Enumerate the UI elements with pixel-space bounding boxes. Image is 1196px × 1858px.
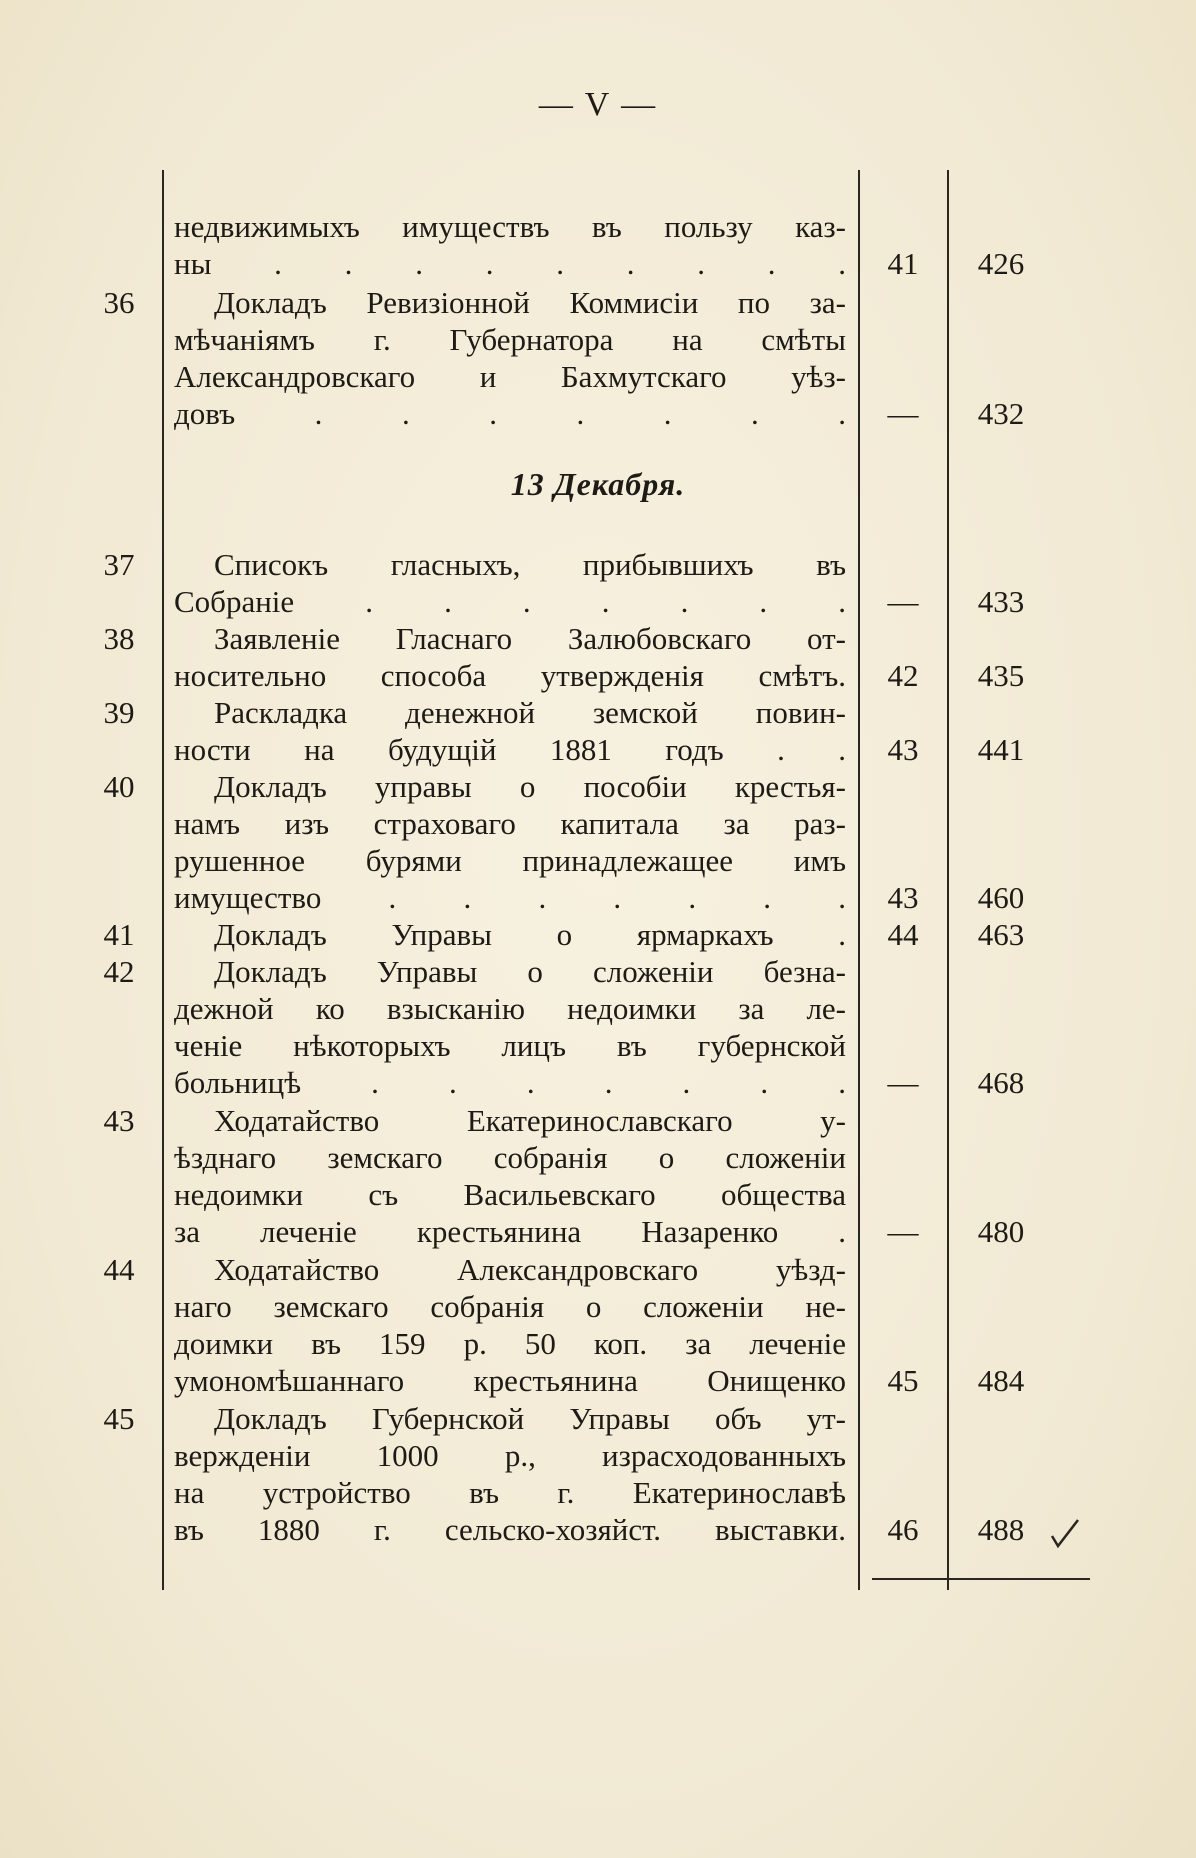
table-row xyxy=(0,1474,1196,1511)
page-number: 441 xyxy=(977,732,1025,767)
entry-text: умономѣшаннаго крестьянина Онищенко xyxy=(174,1363,846,1398)
table-row xyxy=(0,657,1196,694)
table-row xyxy=(0,1064,1196,1101)
page-header: — V — xyxy=(538,86,658,123)
column-a-value: 44 xyxy=(887,917,919,952)
entry-text: наго земскаго собранія о сложеніи не- xyxy=(174,1289,846,1324)
table-row xyxy=(0,1213,1196,1250)
item-number: 38 xyxy=(103,621,135,656)
table-row xyxy=(0,620,1196,657)
entry-text: довъ . . . . . . . xyxy=(174,396,846,431)
entry-text: дежной ко взысканію недоимки за ле- xyxy=(174,991,846,1026)
entry-text: рушенное бурями принадлежащее имъ xyxy=(174,843,846,878)
entry-text: за леченіе крестьянина Назаренко . xyxy=(174,1214,846,1249)
entry-text: больницѣ . . . . . . . xyxy=(174,1065,846,1100)
entry-text: Докладъ Управы о ярмаркахъ . xyxy=(214,917,846,952)
table-row xyxy=(0,1288,1196,1325)
entry-text: носительно способа утвержденія смѣтъ. xyxy=(174,658,846,693)
table-row xyxy=(0,805,1196,842)
table-row xyxy=(0,1437,1196,1474)
entry-text: Списокъ гласныхъ, прибывшихъ въ xyxy=(214,547,846,582)
page-number: 426 xyxy=(977,246,1025,281)
item-number: 37 xyxy=(103,547,135,582)
table-row xyxy=(0,1362,1196,1399)
table-row xyxy=(0,879,1196,916)
entry-text: ченіе нѣкоторыхъ лицъ въ губернской xyxy=(174,1028,846,1063)
item-number: 41 xyxy=(103,917,135,952)
entry-text: недвижимыхъ имуществъ въ пользу каз- xyxy=(174,209,846,244)
table-row xyxy=(0,842,1196,879)
entry-text: Александровскаго и Бахмутскаго уѣз- xyxy=(174,359,846,394)
entry-text: недоимки съ Васильевскаго общества xyxy=(174,1177,846,1212)
entry-text: Докладъ Управы о сложеніи безна- xyxy=(214,954,846,989)
entry-text: имущество . . . . . . . xyxy=(174,880,846,915)
item-number: 45 xyxy=(103,1401,135,1436)
page-number: 433 xyxy=(977,584,1025,619)
entry-text: Докладъ Ревизіонной Коммисіи по за- xyxy=(214,285,846,320)
table-row xyxy=(0,694,1196,731)
table-row xyxy=(0,1511,1196,1548)
entry-text: ности на будущій 1881 годъ . . xyxy=(174,732,846,767)
entry-text: мѣчаніямъ г. Губернатора на смѣты xyxy=(174,322,846,357)
item-number: 42 xyxy=(103,954,135,989)
table-row xyxy=(0,583,1196,620)
entry-text: вержденіи 1000 р., израсходованныхъ xyxy=(174,1438,846,1473)
entry-text: Докладъ управы о пособіи крестья- xyxy=(214,769,846,804)
entry-text: ны . . . . . . . . . xyxy=(174,246,846,281)
entry-text: въ 1880 г. сельско-хозяйст. выставки. xyxy=(174,1512,846,1547)
table-row xyxy=(0,358,1196,395)
page-number: 480 xyxy=(977,1214,1025,1249)
table-row xyxy=(0,1176,1196,1213)
table-row xyxy=(0,768,1196,805)
page-number: 460 xyxy=(977,880,1025,915)
table-row xyxy=(0,1325,1196,1362)
table-row xyxy=(0,1027,1196,1064)
table-row xyxy=(0,916,1196,953)
column-a-value: — xyxy=(887,1214,919,1249)
table-row xyxy=(0,1400,1196,1437)
table-row xyxy=(0,546,1196,583)
table-row xyxy=(0,245,1196,282)
entry-text: ѣзднаго земскаго собранія о сложеніи xyxy=(174,1140,846,1175)
table-row xyxy=(0,731,1196,768)
entry-text: намъ изъ страховаго капитала за раз- xyxy=(174,806,846,841)
column-a-value: — xyxy=(887,396,919,431)
entry-text: Собраніе . . . . . . . xyxy=(174,584,846,619)
closing-rule xyxy=(872,1578,1090,1580)
column-a-value: 41 xyxy=(887,246,919,281)
item-number: 43 xyxy=(103,1103,135,1138)
page-number: 488 xyxy=(977,1512,1025,1547)
entry-text: на устройство въ г. Екатеринославѣ xyxy=(174,1475,846,1510)
column-a-value: 45 xyxy=(887,1363,919,1398)
date-heading: 13 Декабря. xyxy=(510,466,686,502)
entry-text: доимки въ 159 р. 50 коп. за леченіе xyxy=(174,1326,846,1361)
table-row xyxy=(0,284,1196,321)
page-number: 432 xyxy=(977,396,1025,431)
check-mark-icon xyxy=(1048,1516,1082,1550)
entry-text: Ходатайство Александровскаго уѣзд- xyxy=(214,1252,846,1287)
entry-text: Раскладка денежной земской повин- xyxy=(214,695,846,730)
item-number: 44 xyxy=(103,1252,135,1287)
entry-text: Докладъ Губернской Управы объ ут- xyxy=(214,1401,846,1436)
entry-text: Ходатайство Екатеринославскаго у- xyxy=(214,1103,846,1138)
column-a-value: 42 xyxy=(887,658,919,693)
table-row xyxy=(0,1139,1196,1176)
column-a-value: 43 xyxy=(887,880,919,915)
table-row xyxy=(0,1251,1196,1288)
column-a-value: — xyxy=(887,584,919,619)
table-row xyxy=(0,990,1196,1027)
page-number: 463 xyxy=(977,917,1025,952)
item-number: 40 xyxy=(103,769,135,804)
column-a-value: 43 xyxy=(887,732,919,767)
page-number: 484 xyxy=(977,1363,1025,1398)
column-a-value: — xyxy=(887,1065,919,1100)
table-row xyxy=(0,321,1196,358)
page-number: 435 xyxy=(977,658,1025,693)
column-a-value: 46 xyxy=(887,1512,919,1547)
entry-text: Заявленіе Гласнаго Залюбовскаго от- xyxy=(214,621,846,656)
table-row xyxy=(0,953,1196,990)
table-row xyxy=(0,208,1196,245)
table-row xyxy=(0,1102,1196,1139)
item-number: 36 xyxy=(103,285,135,320)
page-number: 468 xyxy=(977,1065,1025,1100)
item-number: 39 xyxy=(103,695,135,730)
table-row xyxy=(0,395,1196,432)
